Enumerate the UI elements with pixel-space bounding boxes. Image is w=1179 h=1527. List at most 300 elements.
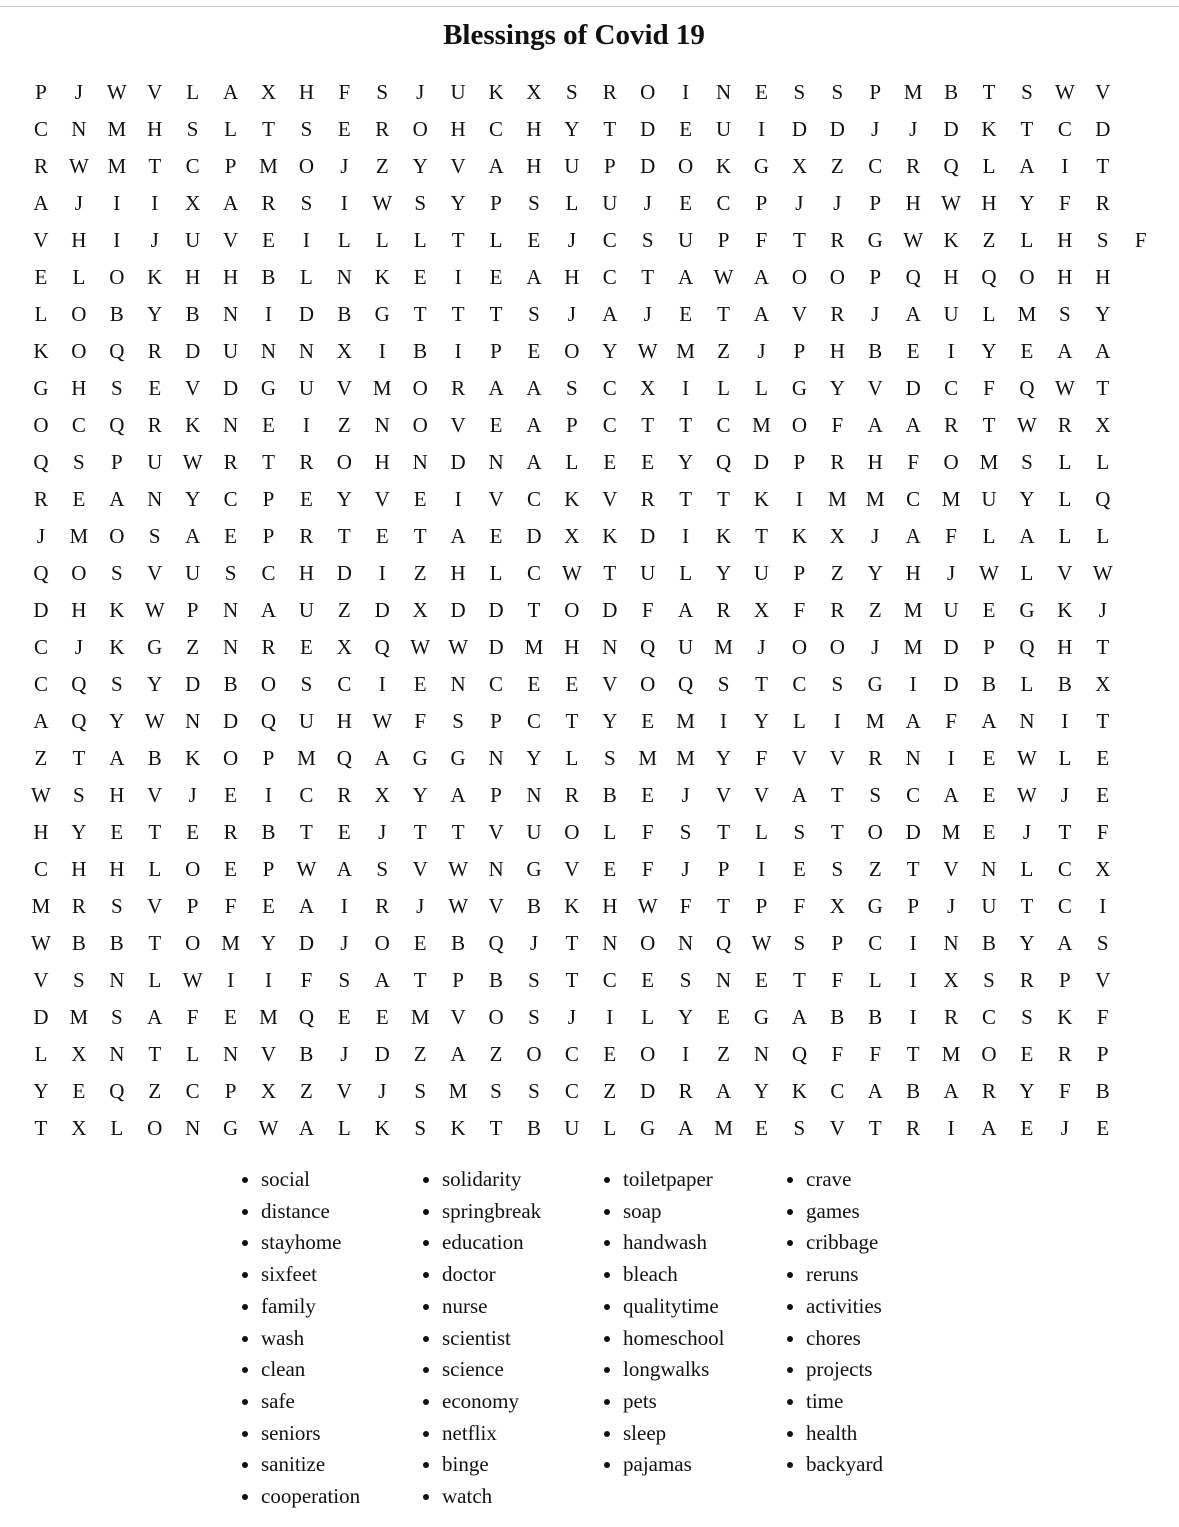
grid-letter[interactable]: B (868, 1005, 883, 1029)
grid-letter[interactable]: E (413, 931, 427, 955)
grid-letter[interactable]: M (372, 376, 392, 400)
grid-letter[interactable]: C (489, 672, 504, 696)
grid-letter[interactable]: Z (413, 561, 427, 585)
grid-letter[interactable]: N (109, 968, 125, 992)
grid-letter[interactable]: S (793, 931, 806, 955)
grid-letter[interactable]: T (565, 968, 579, 992)
grid-letter[interactable]: G (1019, 598, 1035, 622)
grid-letter[interactable]: V (374, 487, 390, 511)
grid-letter[interactable]: G (753, 1005, 770, 1029)
grid-letter[interactable]: A (943, 783, 959, 807)
grid-letter[interactable]: Z (375, 154, 389, 178)
grid-letter[interactable]: J (757, 339, 766, 363)
grid-letter[interactable]: O (640, 1042, 656, 1066)
grid-letter[interactable]: W (1054, 80, 1075, 104)
grid-letter[interactable]: R (261, 635, 276, 659)
grid-letter[interactable]: E (224, 1005, 237, 1029)
grid-letter[interactable]: E (755, 80, 768, 104)
grid-letter[interactable]: V (33, 968, 49, 992)
grid-letter[interactable]: T (830, 783, 844, 807)
grid-letter[interactable]: K (602, 524, 618, 548)
grid-letter[interactable]: V (564, 857, 580, 881)
grid-letter[interactable]: Y (1019, 191, 1035, 215)
grid-letter[interactable]: W (144, 598, 165, 622)
grid-letter[interactable]: R (223, 450, 238, 474)
grid-letter[interactable]: K (564, 487, 580, 511)
grid-letter[interactable]: P (907, 894, 919, 918)
grid-letter[interactable]: Q (33, 450, 49, 474)
grid-letter[interactable]: O (109, 265, 125, 289)
grid-letter[interactable]: E (300, 635, 313, 659)
grid-letter[interactable]: L (186, 1042, 200, 1066)
grid-letter[interactable]: Y (867, 561, 883, 585)
grid-letter[interactable]: V (412, 857, 428, 881)
grid-letter[interactable]: V (185, 376, 201, 400)
grid-letter[interactable]: W (751, 931, 772, 955)
grid-letter[interactable]: K (753, 487, 770, 511)
grid-letter[interactable]: F (755, 228, 768, 252)
grid-letter[interactable]: L (679, 561, 693, 585)
grid-letter[interactable]: A (905, 709, 921, 733)
grid-letter[interactable]: F (831, 1042, 844, 1066)
grid-letter[interactable]: E (148, 376, 162, 400)
grid-letter[interactable]: T (1096, 376, 1110, 400)
grid-letter[interactable]: L (982, 154, 996, 178)
grid-letter[interactable]: T (148, 820, 162, 844)
grid-letter[interactable]: R (261, 191, 276, 215)
grid-letter[interactable]: P (186, 598, 199, 622)
grid-letter[interactable]: L (1096, 524, 1110, 548)
grid-letter[interactable]: I (264, 968, 272, 992)
grid-letter[interactable]: O (336, 450, 352, 474)
grid-letter[interactable]: E (755, 1116, 768, 1140)
grid-letter[interactable]: N (298, 339, 314, 363)
grid-letter[interactable]: A (1057, 339, 1073, 363)
grid-letter[interactable]: S (110, 1005, 123, 1029)
grid-letter[interactable]: D (450, 450, 466, 474)
grid-letter[interactable]: R (33, 154, 48, 178)
grid-letter[interactable]: A (905, 413, 921, 437)
grid-letter[interactable]: O (1019, 265, 1035, 289)
grid-letter[interactable]: V (829, 746, 845, 770)
grid-letter[interactable]: P (831, 931, 844, 955)
grid-letter[interactable]: G (412, 746, 428, 770)
grid-letter[interactable]: X (564, 524, 580, 548)
grid-letter[interactable]: E (413, 265, 427, 289)
grid-letter[interactable]: N (715, 80, 732, 104)
grid-letter[interactable]: J (567, 1005, 576, 1029)
grid-letter[interactable]: M (903, 598, 923, 622)
grid-letter[interactable]: S (300, 191, 313, 215)
grid-letter[interactable]: S (376, 80, 389, 104)
grid-letter[interactable]: J (36, 524, 46, 548)
grid-letter[interactable]: S (983, 968, 995, 992)
grid-letter[interactable]: J (74, 635, 83, 659)
grid-letter[interactable]: S (1096, 931, 1109, 955)
grid-letter[interactable]: O (147, 1116, 163, 1140)
grid-letter[interactable]: L (489, 561, 503, 585)
grid-letter[interactable]: N (715, 968, 732, 992)
grid-letter[interactable]: T (717, 487, 730, 511)
grid-letter[interactable]: A (526, 450, 542, 474)
grid-letter[interactable]: P (1059, 968, 1071, 992)
grid-letter[interactable]: U (564, 1116, 580, 1140)
grid-letter[interactable]: T (489, 1116, 503, 1140)
grid-letter[interactable]: H (526, 117, 542, 141)
grid-letter[interactable]: E (110, 820, 124, 844)
grid-letter[interactable]: Q (33, 561, 49, 585)
grid-letter[interactable]: A (109, 487, 125, 511)
grid-letter[interactable]: T (641, 265, 655, 289)
grid-letter[interactable]: O (374, 931, 390, 955)
grid-letter[interactable]: N (374, 413, 390, 437)
grid-letter[interactable]: Y (33, 1079, 49, 1103)
grid-letter[interactable]: Y (1019, 487, 1035, 511)
grid-letter[interactable]: O (222, 746, 239, 770)
grid-letter[interactable]: N (488, 857, 504, 881)
grid-letter[interactable]: N (450, 672, 466, 696)
grid-letter[interactable]: R (147, 339, 162, 363)
grid-letter[interactable]: L (1020, 561, 1034, 585)
grid-letter[interactable]: F (1059, 1079, 1071, 1103)
grid-letter[interactable]: O (564, 339, 580, 363)
grid-letter[interactable]: L (982, 302, 996, 326)
grid-letter[interactable]: V (602, 487, 618, 511)
grid-letter[interactable]: K (791, 524, 807, 548)
grid-letter[interactable]: Z (34, 746, 48, 770)
grid-letter[interactable]: T (603, 117, 617, 141)
grid-letter[interactable]: J (643, 302, 652, 326)
grid-letter[interactable]: T (679, 413, 693, 437)
grid-letter[interactable]: B (906, 1079, 921, 1103)
grid-letter[interactable]: H (185, 265, 201, 289)
grid-letter[interactable]: M (221, 931, 240, 955)
grid-letter[interactable]: Q (298, 1005, 314, 1029)
grid-letter[interactable]: I (682, 1042, 690, 1066)
grid-letter[interactable]: O (412, 413, 428, 437)
grid-letter[interactable]: I (340, 191, 348, 215)
grid-letter[interactable]: O (791, 413, 807, 437)
grid-letter[interactable]: Z (413, 1042, 427, 1066)
grid-letter[interactable]: P (452, 968, 464, 992)
grid-letter[interactable]: T (1096, 154, 1110, 178)
grid-letter[interactable]: O (109, 524, 125, 548)
grid-letter[interactable]: V (222, 228, 239, 252)
grid-letter[interactable]: V (488, 487, 504, 511)
grid-letter[interactable]: I (340, 894, 348, 918)
grid-letter[interactable]: G (260, 376, 277, 400)
grid-letter[interactable]: M (107, 117, 127, 141)
grid-letter[interactable]: B (868, 339, 883, 363)
grid-letter[interactable]: P (793, 450, 806, 474)
grid-letter[interactable]: U (715, 117, 732, 141)
grid-letter[interactable]: R (830, 598, 845, 622)
grid-letter[interactable]: T (489, 302, 503, 326)
grid-letter[interactable]: R (223, 820, 238, 844)
grid-letter[interactable]: N (412, 450, 428, 474)
grid-letter[interactable]: A (791, 1005, 807, 1029)
grid-letter[interactable]: J (871, 635, 880, 659)
grid-letter[interactable]: H (564, 635, 580, 659)
grid-letter[interactable]: J (1098, 598, 1107, 622)
grid-letter[interactable]: O (867, 820, 883, 844)
grid-letter[interactable]: F (641, 598, 654, 622)
grid-letter[interactable]: T (1058, 820, 1072, 844)
grid-letter[interactable]: E (72, 1079, 86, 1103)
grid-letter[interactable]: Y (753, 1079, 770, 1103)
grid-letter[interactable]: D (33, 598, 49, 622)
grid-letter[interactable]: J (795, 191, 804, 215)
grid-letter[interactable]: O (943, 450, 959, 474)
grid-letter[interactable]: X (71, 1042, 87, 1066)
grid-letter[interactable]: O (71, 302, 87, 326)
grid-letter[interactable]: G (640, 1116, 656, 1140)
grid-letter[interactable]: S (148, 524, 161, 548)
grid-letter[interactable]: C (944, 376, 959, 400)
grid-letter[interactable]: X (753, 598, 770, 622)
grid-letter[interactable]: C (33, 117, 48, 141)
grid-letter[interactable]: A (678, 598, 694, 622)
grid-letter[interactable]: S (73, 968, 85, 992)
grid-letter[interactable]: S (300, 117, 313, 141)
grid-letter[interactable]: X (526, 80, 542, 104)
grid-letter[interactable]: B (526, 1116, 541, 1140)
grid-letter[interactable]: M (827, 487, 847, 511)
grid-letter[interactable]: L (755, 376, 768, 400)
grid-letter[interactable]: A (905, 524, 921, 548)
grid-letter[interactable]: B (71, 931, 86, 955)
grid-letter[interactable]: B (413, 339, 428, 363)
grid-letter[interactable]: E (337, 1005, 351, 1029)
grid-letter[interactable]: H (1057, 228, 1073, 252)
grid-letter[interactable]: G (791, 376, 807, 400)
grid-letter[interactable]: X (829, 524, 845, 548)
grid-letter[interactable]: P (793, 339, 806, 363)
grid-letter[interactable]: A (488, 154, 504, 178)
grid-letter[interactable]: A (1095, 339, 1111, 363)
grid-letter[interactable]: T (262, 450, 275, 474)
grid-letter[interactable]: S (1021, 450, 1033, 474)
grid-letter[interactable]: W (637, 894, 658, 918)
grid-letter[interactable]: R (375, 894, 390, 918)
grid-letter[interactable]: W (296, 857, 317, 881)
grid-letter[interactable]: A (678, 265, 694, 289)
grid-letter[interactable]: D (374, 1042, 390, 1066)
grid-letter[interactable]: K (564, 894, 580, 918)
grid-letter[interactable]: E (982, 746, 996, 770)
grid-letter[interactable]: G (526, 857, 542, 881)
grid-letter[interactable]: S (717, 672, 730, 696)
grid-letter[interactable]: B (982, 931, 997, 955)
grid-letter[interactable]: B (223, 672, 238, 696)
grid-letter[interactable]: B (109, 302, 124, 326)
grid-letter[interactable]: J (1022, 820, 1032, 844)
grid-letter[interactable]: Y (109, 709, 125, 733)
grid-letter[interactable]: E (262, 413, 275, 437)
grid-letter[interactable]: V (336, 376, 352, 400)
grid-letter[interactable]: G (33, 376, 49, 400)
grid-letter[interactable]: A (867, 1079, 883, 1103)
grid-letter[interactable]: E (603, 450, 617, 474)
grid-letter[interactable]: U (981, 894, 997, 918)
grid-letter[interactable]: K (488, 80, 504, 104)
grid-letter[interactable]: H (943, 265, 959, 289)
grid-letter[interactable]: W (448, 857, 469, 881)
grid-letter[interactable]: Q (943, 154, 959, 178)
grid-letter[interactable]: I (454, 487, 462, 511)
grid-letter[interactable]: S (831, 80, 844, 104)
grid-letter[interactable]: S (793, 80, 806, 104)
grid-letter[interactable]: J (681, 783, 690, 807)
grid-letter[interactable]: C (261, 561, 276, 585)
grid-letter[interactable]: T (792, 228, 806, 252)
grid-letter[interactable]: X (374, 783, 390, 807)
grid-letter[interactable]: Y (678, 1005, 694, 1029)
grid-letter[interactable]: Q (981, 265, 997, 289)
grid-letter[interactable]: F (945, 709, 957, 733)
grid-letter[interactable]: M (259, 154, 278, 178)
grid-letter[interactable]: U (185, 561, 201, 585)
grid-letter[interactable]: J (871, 302, 880, 326)
grid-letter[interactable]: J (909, 117, 918, 141)
grid-letter[interactable]: Q (109, 1079, 125, 1103)
grid-letter[interactable]: E (224, 524, 237, 548)
grid-letter[interactable]: T (337, 524, 351, 548)
grid-letter[interactable]: S (110, 561, 123, 585)
grid-letter[interactable]: E (641, 450, 655, 474)
grid-letter[interactable]: I (947, 339, 955, 363)
grid-letter[interactable]: J (340, 154, 349, 178)
grid-letter[interactable]: Q (905, 265, 921, 289)
grid-letter[interactable]: H (298, 80, 314, 104)
grid-letter[interactable]: Z (337, 598, 351, 622)
grid-letter[interactable]: I (833, 709, 841, 733)
grid-letter[interactable]: W (1017, 413, 1037, 437)
grid-letter[interactable]: A (260, 598, 277, 622)
grid-letter[interactable]: S (641, 228, 654, 252)
grid-letter[interactable]: T (717, 894, 730, 918)
grid-letter[interactable]: C (602, 376, 617, 400)
grid-letter[interactable]: Y (981, 339, 997, 363)
grid-letter[interactable]: E (792, 857, 806, 881)
grid-letter[interactable]: N (753, 1042, 770, 1066)
grid-letter[interactable]: E (641, 709, 655, 733)
grid-letter[interactable]: D (640, 524, 656, 548)
grid-letter[interactable]: N (222, 635, 239, 659)
grid-letter[interactable]: Q (1019, 635, 1035, 659)
grid-letter[interactable]: P (490, 191, 502, 215)
grid-letter[interactable]: K (943, 228, 959, 252)
grid-letter[interactable]: J (757, 635, 766, 659)
grid-letter[interactable]: M (297, 746, 316, 770)
grid-letter[interactable]: R (944, 413, 959, 437)
grid-letter[interactable]: S (603, 746, 616, 770)
grid-letter[interactable]: J (378, 820, 387, 844)
grid-letter[interactable]: L (375, 228, 389, 252)
grid-letter[interactable]: L (186, 80, 200, 104)
grid-letter[interactable]: R (830, 302, 845, 326)
grid-letter[interactable]: H (1057, 635, 1073, 659)
grid-letter[interactable]: Y (829, 376, 845, 400)
grid-letter[interactable]: L (337, 1116, 351, 1140)
grid-letter[interactable]: C (716, 191, 731, 215)
grid-letter[interactable]: I (909, 672, 917, 696)
grid-letter[interactable]: M (638, 746, 658, 770)
grid-letter[interactable]: E (603, 857, 617, 881)
grid-letter[interactable]: X (412, 598, 428, 622)
grid-letter[interactable]: U (678, 635, 694, 659)
grid-letter[interactable]: I (682, 524, 690, 548)
grid-letter[interactable]: C (830, 1079, 845, 1103)
grid-letter[interactable]: A (1019, 524, 1035, 548)
grid-letter[interactable]: I (151, 191, 159, 215)
grid-letter[interactable]: E (72, 487, 86, 511)
grid-letter[interactable]: T (565, 709, 579, 733)
grid-letter[interactable]: M (524, 635, 544, 659)
grid-letter[interactable]: J (340, 1042, 349, 1066)
grid-letter[interactable]: P (869, 80, 882, 104)
grid-letter[interactable]: V (715, 783, 732, 807)
grid-letter[interactable]: N (222, 302, 239, 326)
grid-letter[interactable]: I (454, 265, 462, 289)
grid-letter[interactable]: L (1020, 857, 1034, 881)
grid-letter[interactable]: J (188, 783, 197, 807)
grid-letter[interactable]: A (33, 191, 49, 215)
grid-letter[interactable]: Q (715, 931, 732, 955)
grid-letter[interactable]: C (185, 154, 200, 178)
grid-letter[interactable]: I (1099, 894, 1107, 918)
grid-letter[interactable]: Q (374, 635, 390, 659)
grid-letter[interactable]: V (450, 1005, 466, 1029)
grid-letter[interactable]: B (299, 1042, 314, 1066)
grid-letter[interactable]: W (941, 191, 961, 215)
grid-letter[interactable]: E (1096, 1116, 1110, 1140)
grid-letter[interactable]: N (602, 635, 618, 659)
grid-letter[interactable]: W (410, 635, 431, 659)
grid-letter[interactable]: J (416, 894, 425, 918)
grid-letter[interactable]: N (260, 339, 277, 363)
grid-letter[interactable]: W (31, 783, 51, 807)
grid-letter[interactable]: M (410, 1005, 430, 1029)
grid-letter[interactable]: E (1020, 1116, 1034, 1140)
grid-letter[interactable]: H (905, 561, 921, 585)
grid-letter[interactable]: V (867, 376, 883, 400)
grid-letter[interactable]: V (791, 302, 807, 326)
grid-letter[interactable]: W (258, 1116, 279, 1140)
grid-letter[interactable]: T (1020, 117, 1034, 141)
grid-letter[interactable]: S (1059, 302, 1071, 326)
grid-letter[interactable]: P (35, 80, 47, 104)
grid-letter[interactable]: G (867, 228, 883, 252)
grid-letter[interactable]: E (641, 783, 655, 807)
grid-letter[interactable]: C (906, 487, 921, 511)
grid-letter[interactable]: E (982, 598, 996, 622)
grid-letter[interactable]: L (34, 302, 48, 326)
grid-letter[interactable]: X (1095, 672, 1111, 696)
grid-letter[interactable]: F (831, 413, 844, 437)
grid-letter[interactable]: Y (753, 709, 770, 733)
grid-letter[interactable]: K (109, 635, 125, 659)
grid-letter[interactable]: I (264, 302, 272, 326)
grid-letter[interactable]: H (298, 561, 314, 585)
grid-letter[interactable]: B (982, 672, 997, 696)
grid-letter[interactable]: T (527, 598, 541, 622)
grid-letter[interactable]: R (451, 376, 466, 400)
grid-letter[interactable]: L (1096, 450, 1110, 474)
grid-letter[interactable]: R (602, 80, 617, 104)
grid-letter[interactable]: P (110, 450, 123, 474)
grid-letter[interactable]: C (71, 413, 86, 437)
